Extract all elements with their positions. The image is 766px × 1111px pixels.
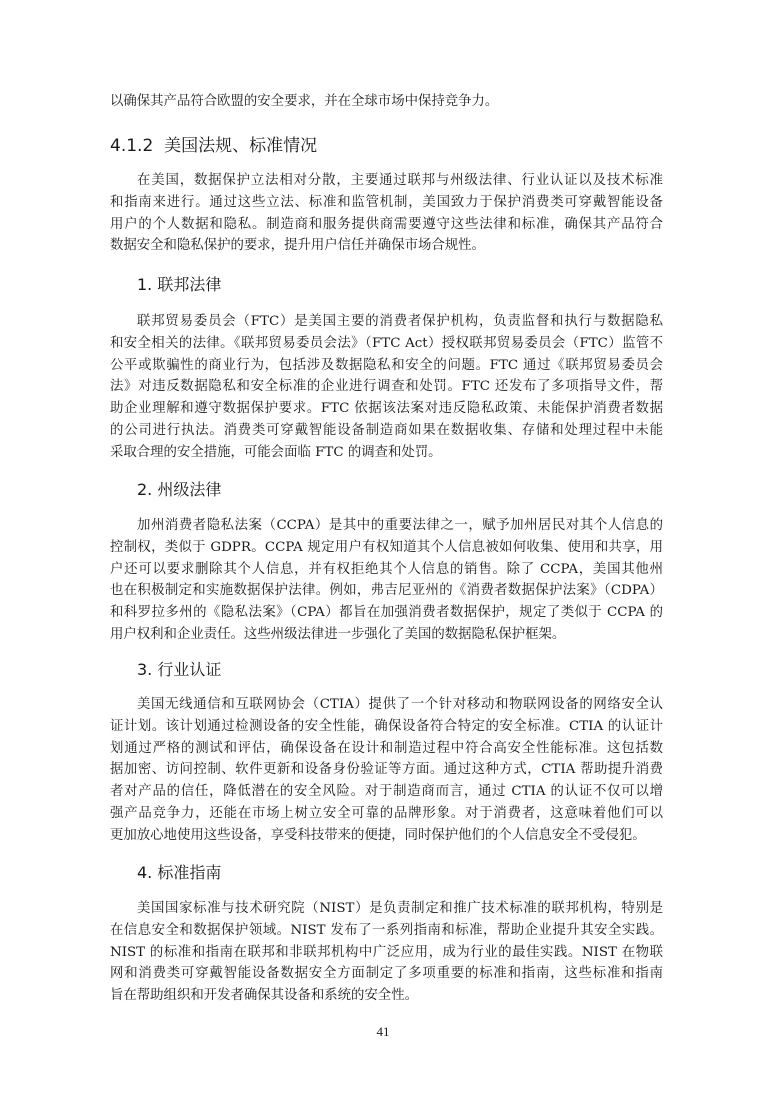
paragraph-line: 控制权，类似于 GDPR。CCPA 规定用户有权知道其个人信息被如何收集、使用和共享，用 [110,539,663,555]
paragraph-line: 更加放心地使用这些设备，享受科技带来的便捷，同时保护他们的个人信息安全不受侵犯。 [110,827,646,843]
paragraph-line: 的公司进行执法。消费类可穿戴智能设备制造商如果在数据收集、存储和处理过程中未能 [110,422,663,438]
subsection-heading-federal: 1. 联邦法律 [137,275,222,294]
paragraph-line: 据加密、访问控制、软件更新和设备身份验证等方面。通过这种方式，CTIA 帮助提升消费 [110,762,663,778]
paragraph-line: 联邦贸易委员会（FTC）是美国主要的消费者保护机构，负责监督和执行与数据隐私 [137,314,663,329]
section-number: 4.1.2 [110,136,154,156]
paragraph-line: 美国国家标准与技术研究院（NIST）是负责制定和推广技术标准的联邦机构，特别是 [137,901,663,916]
paragraph-line: 者对产品的信任，降低潜在的安全风险。对于制造商而言，通过 CTIA 的认证不仅可以增 [110,784,663,800]
paragraph-line: 在美国，数据保护立法相对分散，主要通过联邦与州级法律、行业认证以及技术标准 [137,173,663,188]
paragraph-line: 证计划。该计划通过检测设备的安全性能，确保设备符合特定的安全标准。CTIA 的认证计 [110,718,663,734]
paragraph-line: 采取合理的安全措施，可能会面临 FTC 的调查和处罚。 [110,444,442,460]
section-heading [110,131,317,156]
paragraph-line: 旨在帮助组织和开发者确保其设备和系统的安全性。 [110,988,418,1004]
paragraph-line: 法》对违反数据隐私和安全标准的企业进行调查和处罚。FTC 还发布了多项指导文件，帮 [110,379,663,395]
paragraph-line: 户还可以要求删除其个人信息，并有权拒绝其个人信息的销售。除了 CCPA，美国其他州 [110,561,663,577]
paragraph-line: 划通过严格的测试和评估，确保设备在设计和制造过程中符合高安全性能标准。这包括数 [110,740,663,756]
standards-guide-paragraph [110,898,663,1007]
paragraph-line: 网和消费类可穿戴智能设备数据安全方面制定了多项重要的标准和指南，这些标准和指南 [110,966,663,982]
paragraph-line: 和安全相关的法律。《联邦贸易委员会法》（FTC Act）授权联邦贸易委员会（FTC）监管不 [110,335,663,351]
paragraph-line: 强产品竞争力，还能在市场上树立安全可靠的品牌形象。对于消费者，这意味着他们可以 [110,805,663,821]
intro-carryover [110,91,663,113]
paragraph-line: 用户权利和企业责任。这些州级法律进一步强化了美国的数据隐私保护框架。 [110,626,566,642]
section-title: 美国法规、标准情况 [164,136,318,156]
paragraph-line: 助企业理解和遵守数据保护要求。FTC 依据该法案对违反隐私政策、未能保护消费者数据 [110,401,663,417]
paragraph-line: 在信息安全和数据保护领域。NIST 发布了一系列指南和标准，帮助企业提升其安全实践。 [110,922,663,938]
paragraph-line: 公平或欺骗性的商业行为，包括涉及数据隐私和安全的问题。FTC 通过《联邦贸易委员会 [110,357,663,373]
subsection-heading-industry: 3. 行业认证 [137,660,222,679]
subsection-heading-state: 2. 州级法律 [137,480,222,499]
paragraph-line: 和科罗拉多州的《隐私法案》（CPA）都旨在加强消费者数据保护，规定了类似于 CCPA 的 [110,605,663,621]
paragraph-line: 数据安全和隐私保护的要求，提升用户信任并确保市场合规性。 [110,238,485,254]
federal-law-paragraph [110,311,663,464]
industry-cert-paragraph [110,694,663,847]
page-number: 41 [376,1024,390,1039]
paragraph-line: 也在积极制定和实施数据保护法律。例如，弗吉尼亚州的《消费者数据保护法案》（CDPA） [110,583,663,599]
paragraph-line: 用户的个人数据和隐私。制造商和服务提供商需要遵守这些法律和标准，确保其产品符合 [110,216,663,232]
paragraph-line: 和指南来进行。通过这些立法、标准和监管机制，美国致力于保护消费类可穿戴智能设备 [110,194,663,210]
state-law-paragraph [110,515,663,646]
paragraph-line: 以确保其产品符合欧盟的安全要求，并在全球市场中保持竞争力。 [110,94,499,109]
paragraph-line: NIST 的标准和指南在联邦和非联邦机构中广泛应用，成为行业的最佳实践。NIST 在物联 [110,944,663,960]
paragraph-line: 加州消费者隐私法案（CCPA）是其中的重要法律之一，赋予加州居民对其个人信息的 [137,518,663,533]
paragraph-line: 美国无线通信和互联网协会（CTIA）提供了一个针对移动和物联网设备的网络安全认 [137,697,663,712]
section-intro-paragraph [110,170,663,257]
subsection-heading-standards: 4. 标准指南 [137,863,222,882]
